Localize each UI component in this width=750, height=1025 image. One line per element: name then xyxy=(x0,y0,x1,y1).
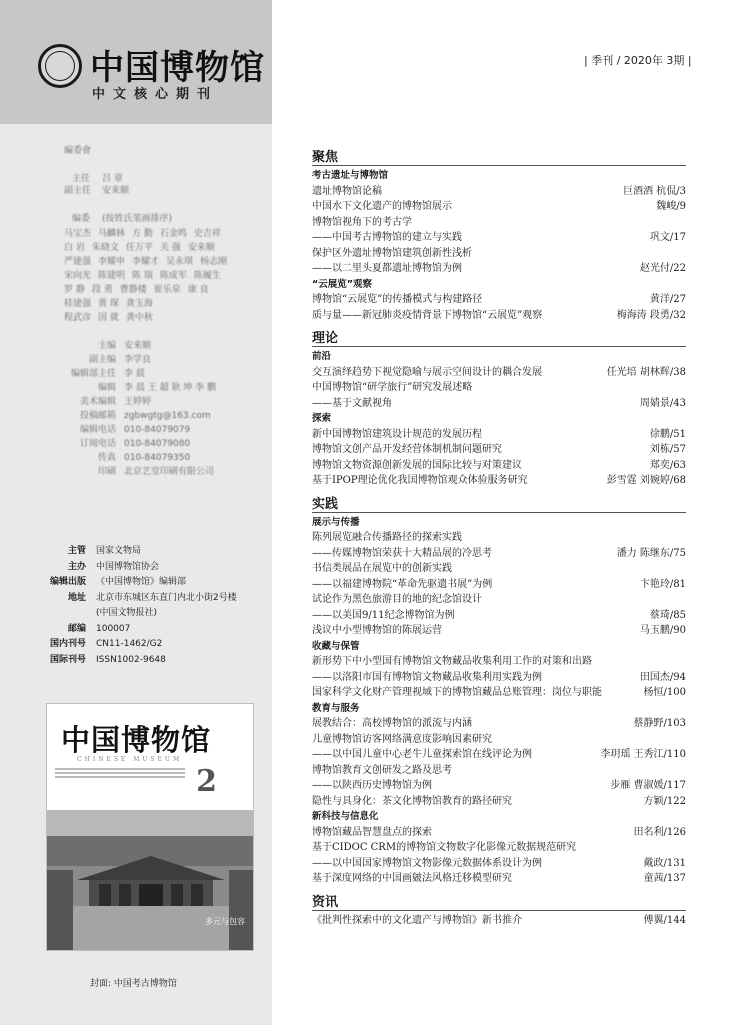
staff-value: 李 晨 xyxy=(124,369,145,379)
article-title: 遗址博物馆论稿 xyxy=(312,185,382,197)
staff-label: 传真 xyxy=(97,453,116,463)
article-author-page: 童茜/137 xyxy=(643,873,686,884)
pub-info-label: 主办 xyxy=(67,561,86,572)
article-author-page: 方颖/122 xyxy=(643,795,686,807)
article-author-page: 彭雪霆 刘婉婷/68 xyxy=(606,475,686,486)
member-name: 程武彦 xyxy=(64,313,92,323)
article-author-page: 傅翼/144 xyxy=(643,914,686,926)
member-row xyxy=(64,297,264,311)
staff-label: 编辑电话 xyxy=(79,425,116,435)
toc-entry xyxy=(312,592,686,608)
article-author-page: 任光培 胡林辉/38 xyxy=(606,366,686,378)
pub-info-row xyxy=(48,544,270,560)
member-name: 关 强 xyxy=(159,243,181,253)
member-row xyxy=(64,283,264,297)
toc-entry xyxy=(312,561,686,577)
subsection-title: 新科技与信息化 xyxy=(312,811,379,822)
publication-info xyxy=(48,544,270,668)
journal-logo-text: 中国博物馆 xyxy=(90,48,265,88)
article-title: ——以中国国家博物馆文物影像元数据体系设计为例 xyxy=(312,857,542,869)
article-title: 国家科学文化财产管理视域下的博物馆藏品总账管理：岗位与职能 xyxy=(312,687,602,698)
member-name: 方 勤 xyxy=(132,229,153,239)
pub-info-row xyxy=(48,606,270,622)
member-name: 白 岩 xyxy=(64,243,85,253)
pub-info-row xyxy=(48,653,270,669)
toc-entry xyxy=(312,230,686,246)
section-title: 聚焦 xyxy=(312,150,339,165)
pub-info-label: 地址 xyxy=(67,592,86,603)
cover-title: 中国博物馆 xyxy=(61,723,212,757)
toc-entry xyxy=(312,763,686,779)
toc-entry xyxy=(312,380,686,396)
member-name: 段 勇 xyxy=(91,285,113,295)
toc-entry xyxy=(312,871,686,887)
section-title: 理论 xyxy=(312,331,339,346)
staff-value: 李 晨 王 超 耿 坤 李 鹏 xyxy=(124,383,217,393)
article-author-page: 蔡琦/85 xyxy=(649,609,686,621)
article-title: 中国水下文化遗产的博物馆展示 xyxy=(312,201,452,212)
article-author-page: 周婧景/43 xyxy=(639,397,686,409)
member-name: 马麟林 xyxy=(98,229,126,239)
article-author-page: 徐鹏/51 xyxy=(649,428,686,440)
article-title: 儿童博物馆访客网络满意度影响因素研究 xyxy=(312,733,492,745)
toc-entry xyxy=(312,442,686,458)
article-title: 陈列展览融合传播路径的探索实践 xyxy=(312,532,462,543)
toc-entry xyxy=(312,546,686,562)
pub-info-row xyxy=(48,622,270,638)
section-divider xyxy=(312,910,686,911)
member-name: 史吉祥 xyxy=(193,229,221,239)
pub-info-value: CN11-1462/G2 xyxy=(96,639,163,649)
member-name: 罗 静 xyxy=(64,285,85,295)
article-title: 浅议中小型博物馆的陈展运营 xyxy=(312,625,442,636)
member-row xyxy=(64,311,264,325)
member-name: 李耀才 xyxy=(132,257,160,267)
article-title: 博物馆教育文创研发之路及思考 xyxy=(312,764,452,776)
toc-entry xyxy=(312,292,686,308)
editorial-board xyxy=(64,145,264,479)
member-name: 陈建明 xyxy=(98,271,126,281)
article-title: ——以福建博物院“革命先驱遗书展”为例 xyxy=(312,578,493,590)
member-row xyxy=(64,241,264,255)
editorial-names: 安来顺 xyxy=(102,186,130,196)
article-author-page: 蔡静野/103 xyxy=(633,718,686,729)
museum-seal-icon xyxy=(38,44,82,88)
article-title: ——传媒博物馆荣获十大精品展的冷思考 xyxy=(312,547,492,559)
staff-label: 印刷 xyxy=(97,467,116,477)
toc-entry xyxy=(312,246,686,262)
toc-entry xyxy=(312,685,686,701)
article-author-page: 郑奕/63 xyxy=(649,459,686,471)
cover-subtitle: CHINESE MUSEUM xyxy=(77,756,183,763)
staff-value: zgbwgtg@163.com xyxy=(124,411,211,421)
editorial-line xyxy=(64,185,264,197)
pub-info-value: (中国文物报社) xyxy=(96,608,158,618)
subsection-title: 考古遗址与博物馆 xyxy=(312,170,389,181)
article-title: 隐性与具身化：茶文化博物馆教育的路径研究 xyxy=(312,795,512,807)
article-title: 中国博物馆“研学旅行”研究发展述略 xyxy=(312,382,473,393)
article-title: ——以洛阳市国有博物馆文物藏品收集利用实践为例 xyxy=(312,671,542,683)
article-title: ——以二里头夏都遗址博物馆为例 xyxy=(312,263,462,274)
article-title: ——基于文献视角 xyxy=(312,397,392,409)
pub-info-value: 北京市东城区东直门内北小街2号楼 xyxy=(96,592,237,603)
section-title: 资讯 xyxy=(312,894,339,910)
member-name: 龚中秋 xyxy=(125,313,153,323)
member-name: 陈 瑞 xyxy=(132,271,153,281)
staff-label: 投稿邮箱 xyxy=(79,411,116,421)
article-author-page: 刘栋/57 xyxy=(649,444,686,455)
member-name: 崔乐泉 xyxy=(153,285,181,295)
member-name: 严建强 xyxy=(64,257,92,267)
pub-info-value: ISSN1002-9648 xyxy=(96,654,166,665)
member-name: 黄 琛 xyxy=(98,299,119,309)
editorial-members xyxy=(64,227,264,325)
article-author-page: 黄洋/27 xyxy=(649,294,686,305)
pub-info-value: 国家文物局 xyxy=(96,546,142,556)
toc-entry xyxy=(312,778,686,794)
subsection-title: 探索 xyxy=(312,413,332,424)
section-divider xyxy=(312,346,686,347)
staff-label: 主编 xyxy=(97,341,116,351)
pub-info-label: 国际刊号 xyxy=(49,654,86,665)
editorial-line xyxy=(64,213,264,225)
editorial-label: 主任 xyxy=(71,174,90,184)
article-author-page: 戴政/131 xyxy=(643,857,686,869)
article-author-page: 田国杰/94 xyxy=(639,671,686,683)
subsection-title: 前沿 xyxy=(312,351,332,362)
article-title: 新形势下中小型国有博物馆文物藏品收集利用工作的对策和出路 xyxy=(312,656,592,667)
pub-info-label: 国内刊号 xyxy=(49,639,86,649)
pub-info-label: 主管 xyxy=(67,546,86,556)
toc-entry xyxy=(312,199,686,215)
article-author-page: 魏峻/9 xyxy=(656,201,686,212)
article-author-page: 卞艳玲/81 xyxy=(639,578,686,590)
toc-entry xyxy=(312,623,686,639)
member-name: 吴永琪 xyxy=(166,257,194,267)
pub-info-row xyxy=(48,591,270,607)
section-divider xyxy=(312,512,686,513)
table-of-contents xyxy=(312,146,686,928)
cover-thumbnail xyxy=(46,703,254,951)
member-name: 杨志刚 xyxy=(200,257,228,267)
pub-info-value: 《中国博物馆》编辑部 xyxy=(96,577,187,587)
toc-entry xyxy=(312,577,686,593)
member-name: 国 就 xyxy=(98,313,119,323)
editorial-heading: 編委會 xyxy=(64,146,92,156)
cover-info-lines xyxy=(55,768,185,778)
staff-value: 王婷婷 xyxy=(124,397,152,407)
cover-museum-photo xyxy=(47,810,254,951)
toc-entry xyxy=(312,840,686,856)
article-author-page: 田名利/126 xyxy=(633,826,686,838)
staff-row xyxy=(64,339,264,353)
staff-label: 美术编辑 xyxy=(79,397,116,407)
staff-row xyxy=(64,381,264,395)
staff-value: 010-84079350 xyxy=(124,453,191,463)
toc-entry xyxy=(312,458,686,474)
article-title: 基于深度网络的中国画皴法风格迁移模型研究 xyxy=(312,873,512,884)
masthead xyxy=(0,0,272,124)
toc-entry xyxy=(312,530,686,546)
editorial-names: 吕 章 xyxy=(102,174,123,184)
article-title: 展教结合：高校博物馆的派流与内涵 xyxy=(312,718,472,729)
staff-label: 编辑部主任 xyxy=(70,369,116,379)
article-author-page: 赵光付/22 xyxy=(639,263,686,274)
toc-entry xyxy=(312,308,686,324)
journal-subtitle: 中文核心期刊 xyxy=(92,87,219,102)
staff-row xyxy=(64,451,264,465)
toc-entry xyxy=(312,473,686,489)
pub-info-value: 100007 xyxy=(96,623,131,634)
article-author-page: 梅海涛 段勇/32 xyxy=(616,309,686,321)
pub-info-label xyxy=(48,606,86,622)
subsection-title: 教育与服务 xyxy=(312,702,360,714)
article-title: 质与量——新冠肺炎疫情背景下博物馆“云展览”观察 xyxy=(312,309,543,321)
article-title: 交互演绎趋势下视觉隐喻与展示空间设计的耦合发展 xyxy=(312,366,542,378)
member-row xyxy=(64,269,264,283)
member-row xyxy=(64,227,264,241)
sidebar xyxy=(0,0,272,1025)
member-name: 龚玉海 xyxy=(125,299,153,309)
article-title: 基于IPOP理论优化我国博物馆观众体验服务研究 xyxy=(312,475,528,486)
article-author-page: 巩文/17 xyxy=(649,232,686,243)
toc-entry xyxy=(312,215,686,231)
toc-entry xyxy=(312,794,686,810)
member-name: 康 良 xyxy=(187,285,209,295)
article-title: 博物馆文创产品开发经营体制机制问题研究 xyxy=(312,444,502,455)
pub-info-row xyxy=(48,575,270,591)
member-name: 桂建强 xyxy=(64,299,92,309)
pub-info-row xyxy=(48,560,270,576)
member-name: 任万平 xyxy=(125,243,153,253)
article-title: ——以陕西历史博物馆为例 xyxy=(312,780,432,791)
staff-value: 李学良 xyxy=(124,355,152,365)
toc-entry xyxy=(312,670,686,686)
staff-row xyxy=(64,465,264,479)
issue-label: | 季刊 / 2020年 3期 | xyxy=(584,54,692,67)
staff-label: 订阅电话 xyxy=(79,439,116,449)
member-name: 安来顺 xyxy=(187,243,215,253)
staff-row xyxy=(64,409,264,423)
article-author-page: 李玥瑶 王秀江/110 xyxy=(600,749,686,760)
toc-entry xyxy=(312,184,686,200)
cover-credit: 封面: 中国考古博物馆 xyxy=(90,979,177,989)
article-title: ——以中国儿童中心老牛儿童探索馆在线评论为例 xyxy=(312,749,532,760)
subsection-title: “云展览”观察 xyxy=(312,278,372,290)
toc-entry xyxy=(312,365,686,381)
pub-info-label: 邮编 xyxy=(67,623,86,634)
toc-entry xyxy=(312,913,686,929)
toc-entry xyxy=(312,732,686,748)
member-name: 陈成军 xyxy=(159,271,187,281)
member-name: 马宝杰 xyxy=(64,229,92,239)
editorial-label: 副主任 xyxy=(64,186,92,196)
article-title: ——中国考古博物馆的建立与实践 xyxy=(312,232,462,243)
article-title: 博物馆藏品智慧盘点的探索 xyxy=(312,826,432,838)
article-author-page: 马玉鹏/90 xyxy=(639,625,686,636)
staff-label: 副主编 xyxy=(88,355,116,365)
staff-label: 编辑 xyxy=(97,383,116,393)
member-name: 曹静楼 xyxy=(119,285,147,295)
toc-entry xyxy=(312,396,686,412)
staff-row xyxy=(64,437,264,451)
editorial-label: 编委 xyxy=(71,214,90,224)
article-title: ——以美国9/11纪念博物馆为例 xyxy=(312,609,455,621)
staff-row xyxy=(64,367,264,381)
member-name: 朱晓文 xyxy=(91,243,119,253)
editorial-names: (按姓氏笔画排序) xyxy=(102,214,173,224)
pub-info-value: 中国博物馆协会 xyxy=(96,561,160,572)
article-title: 基于CIDOC CRM的博物馆文物数字化影像元数据规范研究 xyxy=(312,842,577,853)
article-author-page: 潘力 陈继东/75 xyxy=(616,547,686,559)
member-name: 陈履生 xyxy=(193,271,221,281)
article-title: 书信类展品在展览中的创新实践 xyxy=(312,563,452,574)
staff-row xyxy=(64,423,264,437)
cover-issue-number: 2 xyxy=(196,764,217,799)
section-divider xyxy=(312,165,686,166)
member-name: 宋向光 xyxy=(64,271,92,281)
cover-caption: 多元与包容 xyxy=(205,917,245,926)
article-author-page: 杨恒/100 xyxy=(643,687,686,698)
staff-value: 010-84079079 xyxy=(124,425,191,435)
staff-value: 010-84079080 xyxy=(124,439,191,449)
subsection-title: 收藏与保管 xyxy=(312,640,360,652)
toc-entry xyxy=(312,716,686,732)
pub-info-row xyxy=(48,637,270,653)
article-author-page: 步雁 曹淑媛/117 xyxy=(610,780,686,791)
article-title: 新中国博物馆建筑设计规范的发展历程 xyxy=(312,428,482,440)
section-title: 实践 xyxy=(312,496,339,512)
toc-entry xyxy=(312,856,686,872)
member-row xyxy=(64,255,264,269)
article-title: 《批判性探索中的文化遗产与博物馆》新书推介 xyxy=(312,914,522,926)
article-title: 试论作为黑色旅游目的地的纪念馆设计 xyxy=(312,594,482,605)
staff-row xyxy=(64,353,264,367)
toc-entry xyxy=(312,654,686,670)
toc-entry xyxy=(312,261,686,277)
toc-entry xyxy=(312,747,686,763)
staff-value: 北京艺堂印刷有限公司 xyxy=(124,467,215,477)
member-name: 李耀申 xyxy=(98,257,126,267)
pub-info-label: 编辑出版 xyxy=(49,577,86,587)
article-title: 保护区外遗址博物馆建筑创新性浅析 xyxy=(312,247,472,259)
article-title: 博物馆文物资源创新发展的国际比较与对策建议 xyxy=(312,459,522,471)
article-author-page: 巨酒酒 杭侃/3 xyxy=(623,185,686,197)
toc-entry xyxy=(312,608,686,624)
staff-value: 安来顺 xyxy=(124,341,152,351)
member-name: 石金鸣 xyxy=(159,229,187,239)
article-title: 博物馆视角下的考古学 xyxy=(312,216,412,228)
subsection-title: 展示与传播 xyxy=(312,516,360,528)
article-title: 博物馆“云展览”的传播模式与构建路径 xyxy=(312,294,483,305)
staff-row xyxy=(64,395,264,409)
toc-entry xyxy=(312,825,686,841)
toc-entry xyxy=(312,427,686,443)
editorial-line xyxy=(64,173,264,185)
